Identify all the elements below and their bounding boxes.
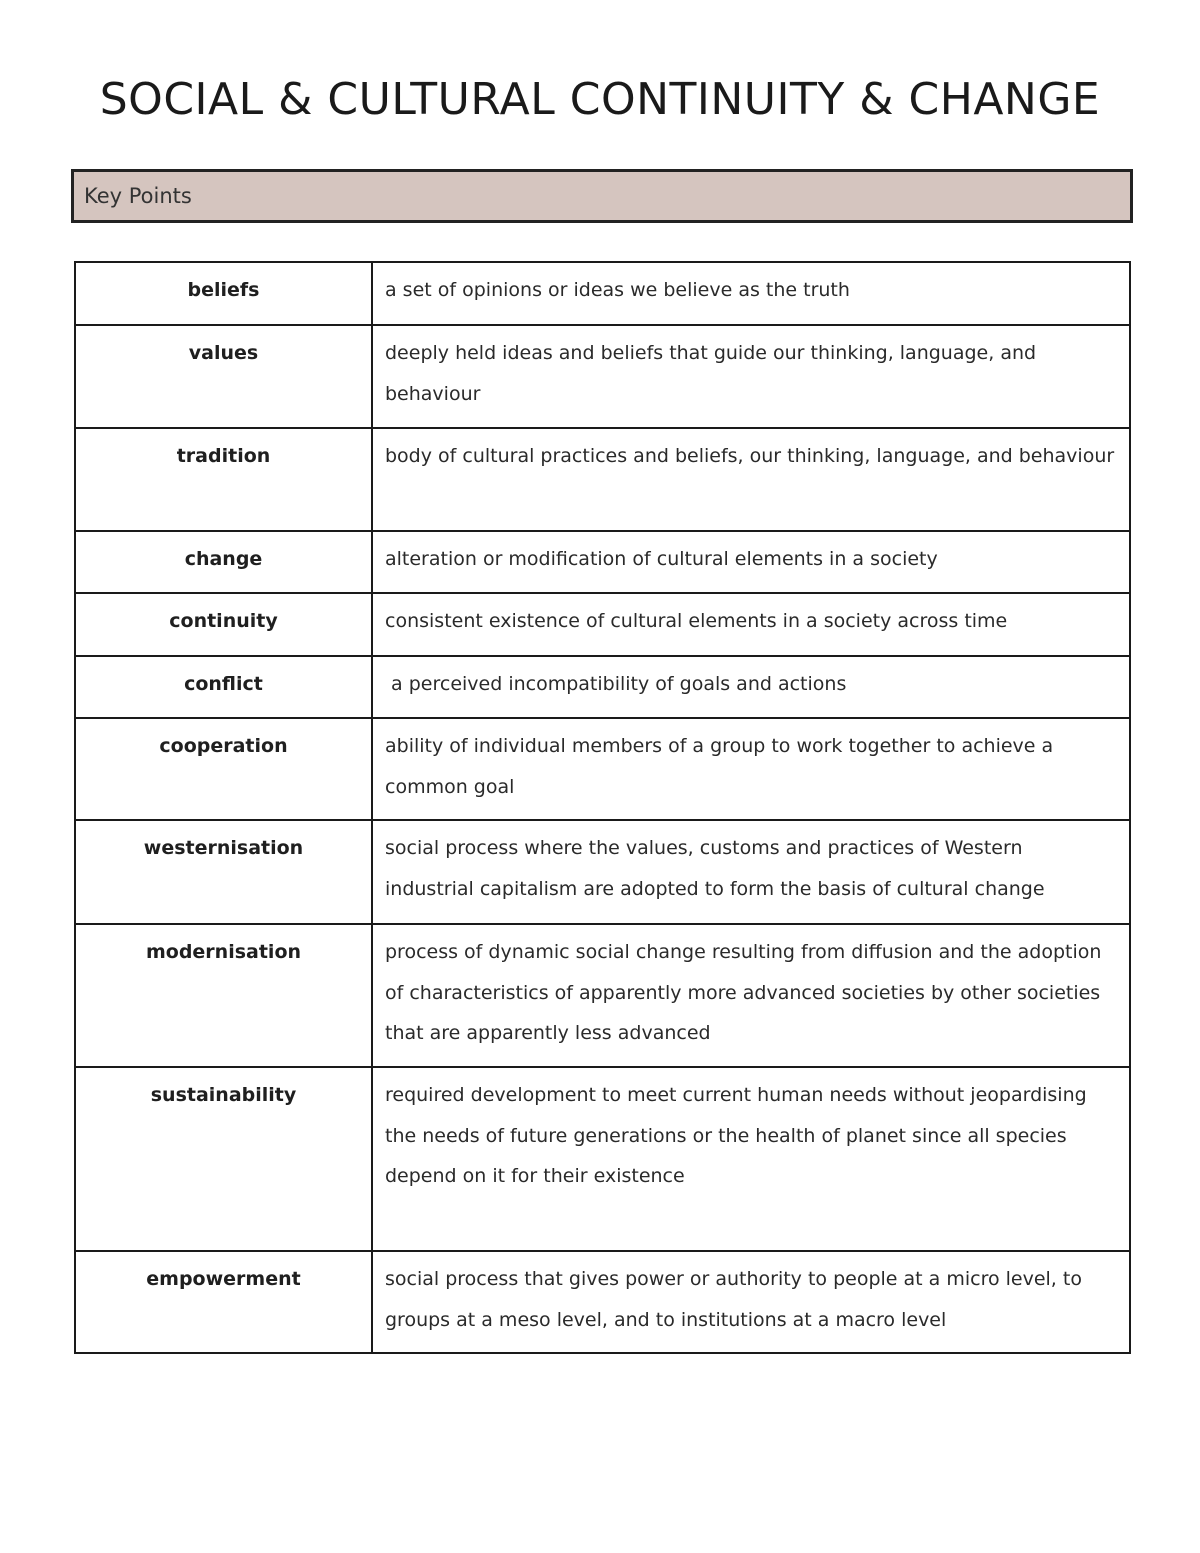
term-cell <box>75 820 372 924</box>
definition-text: alteration or modification of cultural elements in a society <box>385 548 938 570</box>
table-row <box>75 531 1130 593</box>
term-cell <box>75 531 372 593</box>
term-cell <box>75 593 372 656</box>
term-label: sustainability <box>150 1084 297 1106</box>
table-row <box>75 656 1130 718</box>
term-cell <box>75 325 372 428</box>
definition-cell <box>372 262 1130 325</box>
definition-text: consistent existence of cultural elements in a society across time <box>385 610 1008 632</box>
term-label: continuity <box>169 610 278 632</box>
term-cell <box>75 428 372 531</box>
definition-cell <box>372 1251 1130 1353</box>
term-cell <box>75 718 372 820</box>
term-label: cooperation <box>159 735 288 757</box>
definition-text: social process that gives power or authority to people at a micro level, to groups at a meso level, and to institutions at a macro level <box>385 1268 1082 1331</box>
definition-text: deeply held ideas and beliefs that guide our thinking, language, and behaviour <box>385 342 1037 405</box>
definition-text: a set of opinions or ideas we believe as the truth <box>385 279 850 301</box>
term-label: modernisation <box>145 941 302 963</box>
definition-cell <box>372 718 1130 820</box>
definition-cell <box>372 656 1130 718</box>
term-cell <box>75 1251 372 1353</box>
definition-cell <box>372 325 1130 428</box>
term-label: tradition <box>176 445 271 467</box>
table-row <box>75 924 1130 1067</box>
term-label: change <box>184 548 263 570</box>
term-label: conflict <box>184 673 263 695</box>
definition-cell <box>372 593 1130 656</box>
table-row <box>75 262 1130 325</box>
table-row <box>75 325 1130 428</box>
table-row <box>75 1251 1130 1353</box>
table-row <box>75 593 1130 656</box>
term-label: beliefs <box>187 279 260 301</box>
definition-text: ability of individual members of a group to work together to achieve a common goal <box>385 735 1054 798</box>
definition-cell <box>372 924 1130 1067</box>
definition-text: required development to meet current human needs without jeopardising the needs of future generations or the health of planet since all species depend on it for their existence <box>385 1084 1087 1187</box>
definition-text: a perceived incompatibility of goals and actions <box>385 673 847 695</box>
term-label: westernisation <box>143 837 304 859</box>
term-cell <box>75 924 372 1067</box>
term-cell <box>75 262 372 325</box>
table-row <box>75 428 1130 531</box>
glossary-table <box>74 261 1131 1354</box>
definition-text: social process where the values, customs and practices of Western industrial capitalism are adopted to form the basis of cultural change <box>385 837 1045 900</box>
definition-cell <box>372 820 1130 924</box>
definition-cell <box>372 428 1130 531</box>
term-label: empowerment <box>146 1268 301 1290</box>
definition-cell <box>372 1067 1130 1251</box>
table-row <box>75 718 1130 820</box>
term-cell <box>75 656 372 718</box>
definition-text: process of dynamic social change resulting from diffusion and the adoption of characteristics of apparently more advanced societies by other societies that are apparently less advanced <box>385 941 1102 1044</box>
term-cell <box>75 1067 372 1251</box>
table-row <box>75 820 1130 924</box>
key-points-label: Key Points <box>84 184 192 208</box>
table-row <box>75 1067 1130 1251</box>
definition-cell <box>372 531 1130 593</box>
page-title: SOCIAL & CULTURAL CONTINUITY & CHANGE <box>99 74 1101 125</box>
key-points-header <box>71 169 1133 223</box>
definition-text: body of cultural practices and beliefs, our thinking, language, and behaviour <box>385 445 1115 467</box>
term-label: values <box>188 342 259 364</box>
